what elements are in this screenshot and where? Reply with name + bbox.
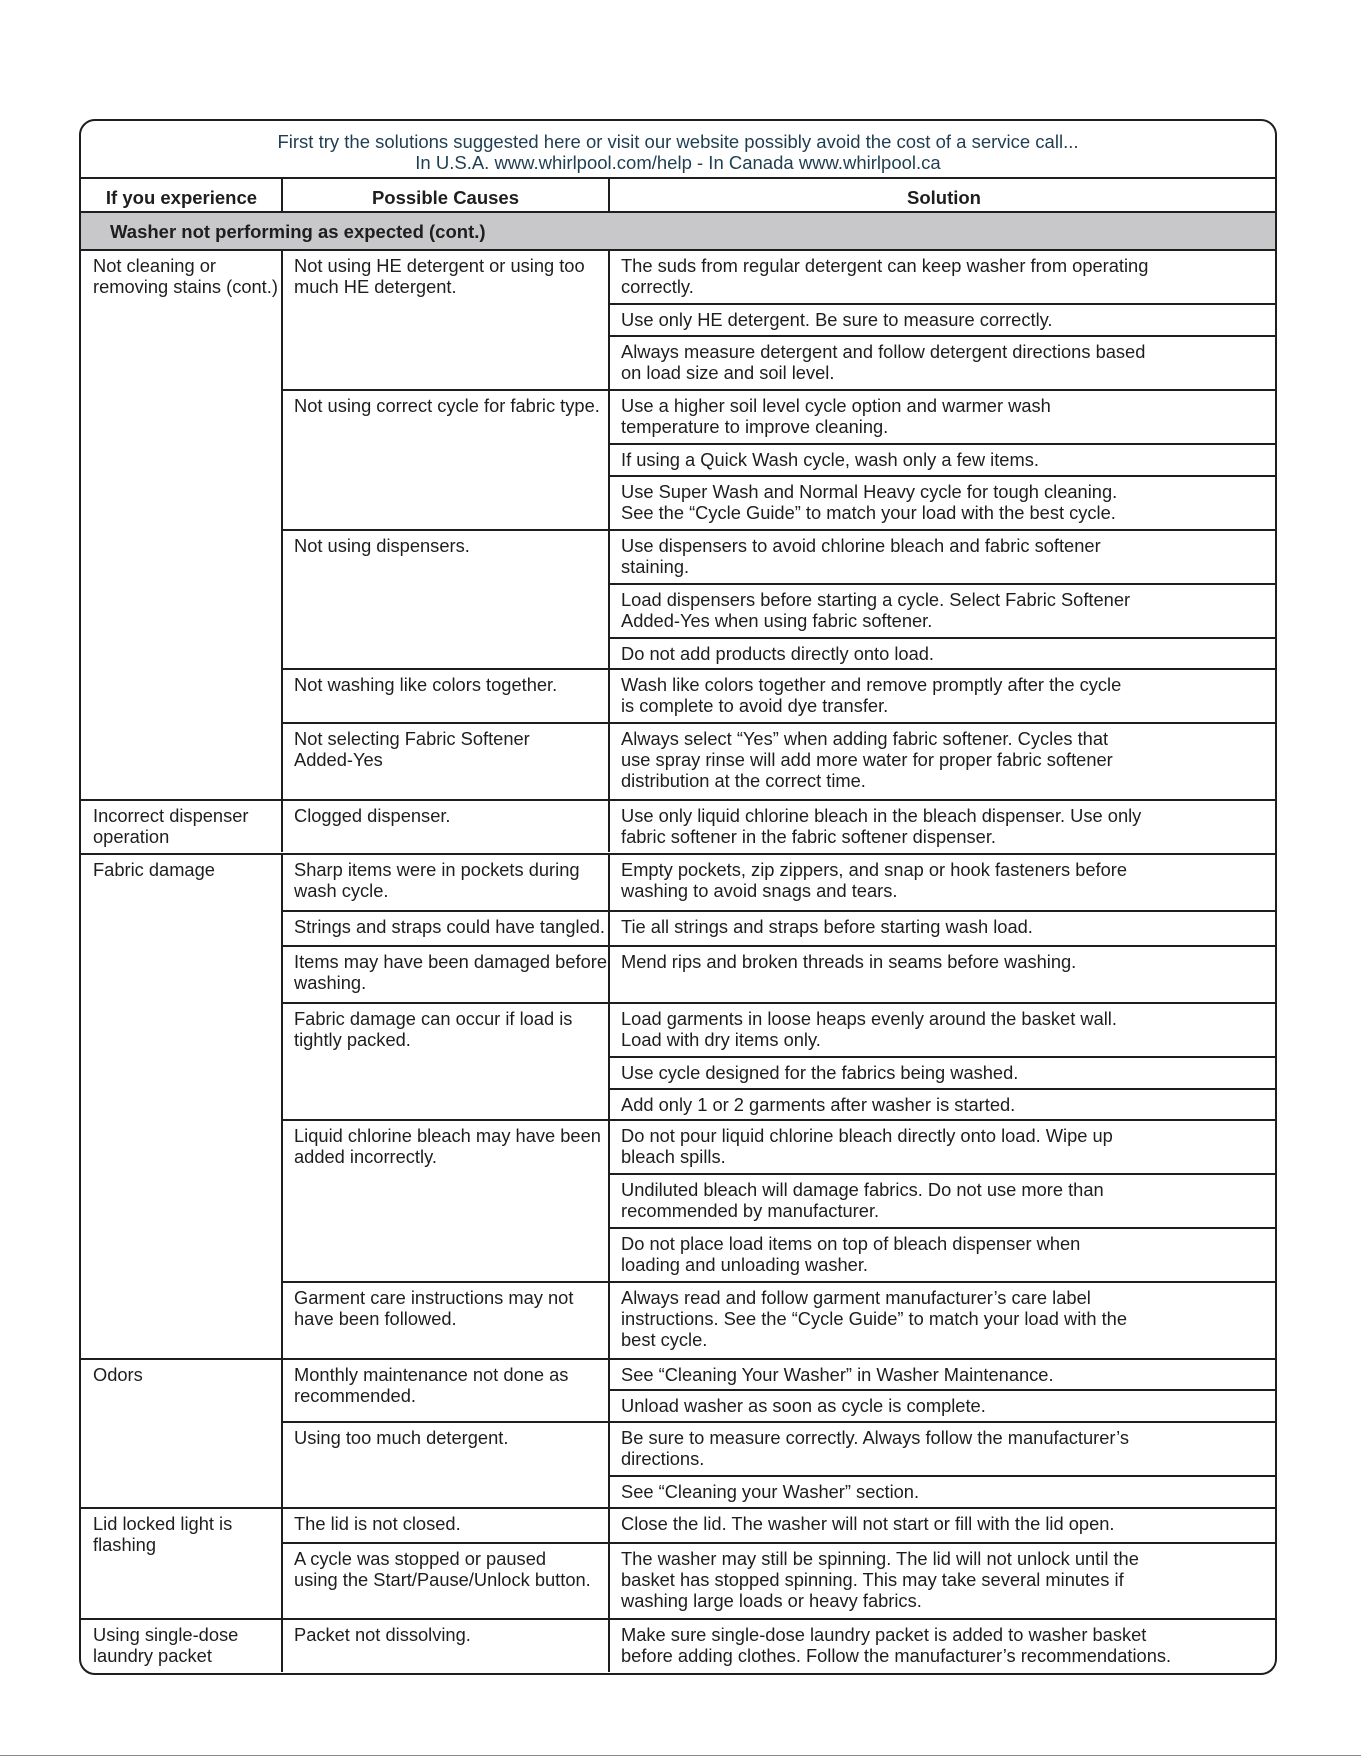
solution-cell-line: See “Cleaning Your Washer” in Washer Maintenance. [621,1363,1054,1385]
cause-cell-line: The lid is not closed. [294,1512,461,1534]
solution-cell-line: Always read and follow garment manufacturer’s care label [621,1287,1091,1309]
solution-cell-line: washing large loads or heavy fabrics. [621,1589,922,1611]
solution-cell-line: The washer may still be spinning. The lid will not unlock until the [621,1547,1139,1569]
solution-cell-line: If using a Quick Wash cycle, wash only a few items. [621,448,1039,470]
solution-cell [621,1475,1275,1502]
troubleshooting-table [79,119,1277,1675]
cause-cell-line: added incorrectly. [294,1146,437,1168]
solution-cell [621,1002,1275,1050]
solution-cell [621,1281,1275,1350]
cause-cell-line: Not using dispensers. [294,534,470,556]
solution-cell [621,529,1275,577]
solution-cell-line: Empty pockets, zip zippers, and snap or hook fasteners before [621,858,1128,880]
cause-cell [294,1281,605,1329]
solution-cell [621,1507,1275,1534]
cause-cell-line: A cycle was stopped or paused [294,1547,547,1569]
solution-cell-line: The suds from regular detergent can keep washer from operating [621,255,1149,276]
grid-vline [281,853,283,1358]
experience-cell [93,799,278,847]
cause-cell-line: using the Start/Pause/Unlock button. [294,1568,591,1590]
solution-cell-line: Always measure detergent and follow detergent directions based [621,340,1146,362]
solution-cell-line: temperature to improve cleaning. [621,415,889,437]
cause-cell-line: have been followed. [294,1308,457,1330]
solution-cell [621,910,1275,937]
solution-cell-line: recommended by manufacturer. [621,1200,880,1222]
cause-cell-line: Not using HE detergent or using too [294,255,585,276]
experience-cell [93,1358,278,1385]
grid-vline [281,179,283,211]
cause-cell-line: wash cycle. [294,879,389,901]
experience-cell-line: operation [93,825,170,847]
grid-vline [281,1618,283,1672]
solution-cell-line: use spray rinse will add more water for proper fabric softener [621,749,1113,771]
grid-vline [281,1507,283,1618]
solution-cell [621,1389,1275,1416]
solution-cell-line: bleach spills. [621,1146,726,1168]
cause-cell [294,799,605,826]
cause-cell-line: Monthly maintenance not done as [294,1363,569,1385]
intro-banner [81,121,1275,179]
experience-cell-line: Lid locked light is [93,1512,233,1534]
solution-cell [621,1173,1275,1221]
solution-cell [621,1056,1275,1083]
intro-line-2: In U.S.A. www.whirlpool.com/help - In Canada www.whirlpool.ca [415,152,941,173]
cause-cell [294,1421,605,1448]
section-band [81,213,1275,249]
experience-cell-line: Fabric damage [93,858,215,880]
header-possible-causes: Possible Causes [371,187,520,208]
cause-cell-line: much HE detergent. [294,276,457,297]
solution-cell-line: is complete to avoid dye transfer. [621,695,889,717]
cause-cell-line: Strings and straps could have tangled. [294,915,605,937]
solution-cell-line: Load dispensers before starting a cycle. Select Fabric Softener [621,588,1131,610]
solution-cell [621,1119,1275,1167]
cause-cell [294,1119,605,1167]
solution-cell-line: Unload washer as soon as cycle is complete. [621,1395,986,1417]
experience-cell-line: removing stains (cont.) [93,276,278,297]
cause-cell [294,1358,605,1406]
solution-cell [621,389,1275,437]
cause-cell-line: Items may have been damaged before [294,950,608,972]
cause-cell-line: Not using correct cycle for fabric type. [294,394,600,416]
solution-cell [621,945,1275,972]
solution-cell-line: Always select “Yes” when adding fabric softener. Cycles that [621,728,1109,750]
grid-vline [281,799,283,853]
cause-cell [294,722,605,770]
cause-cell [294,1507,605,1534]
solution-cell-line: on load size and soil level. [621,361,835,383]
solution-cell [621,1421,1275,1469]
solution-cell-line: Use cycle designed for the fabrics being washed. [621,1061,1019,1083]
solution-cell-line: washing to avoid snags and tears. [621,879,898,901]
solution-cell-line: Do not add products directly onto load. [621,642,935,664]
solution-cell [621,799,1275,847]
solution-cell-line: Load with dry items only. [621,1028,821,1050]
grid-vline [608,799,610,853]
grid-vline [608,1507,610,1618]
cause-cell [294,1542,605,1590]
cause-cell-line: Garment care instructions may not [294,1287,574,1309]
solution-cell [621,335,1275,383]
solution-cell [621,1227,1275,1275]
solution-cell [621,303,1275,330]
solution-cell-line: directions. [621,1448,705,1470]
solution-cell-line: Wash like colors together and remove promptly after the cycle [621,674,1122,696]
solution-cell-line: Use a higher soil level cycle option and warmer wash [621,394,1051,416]
solution-cell-line: Make sure single-dose laundry packet is added to washer basket [621,1624,1147,1645]
solution-cell [621,853,1275,901]
cause-cell-line: recommended. [294,1384,416,1406]
grid-vline [281,249,283,799]
cause-cell [294,1618,605,1645]
solution-cell-line: Use Super Wash and Normal Heavy cycle for tough cleaning. [621,480,1118,502]
header-solution: Solution [907,187,981,208]
solution-cell-line: Tie all strings and straps before starting wash load. [621,915,1033,937]
cause-cell-line: Packet not dissolving. [294,1624,471,1645]
cause-cell-line: washing. [294,971,367,993]
solution-cell-line: Do not pour liquid chlorine bleach directly onto load. Wipe up [621,1125,1113,1147]
cause-cell [294,910,605,937]
cause-cell-line: Fabric damage can occur if load is [294,1007,573,1029]
experience-cell [93,1507,278,1555]
intro-line-1: First try the solutions suggested here or visit our website possibly avoid the cost of a service call... [277,131,1079,152]
experience-cell-line: Incorrect dispenser [93,804,249,826]
cause-cell-line: Added-Yes [294,749,383,771]
grid-vline [608,249,610,799]
cause-cell-line: tightly packed. [294,1028,411,1050]
page-bottom-rule [0,1755,1361,1756]
solution-cell [621,1618,1275,1666]
solution-cell-line: See the “Cycle Guide” to match your load with the best cycle. [621,501,1116,523]
solution-cell-line: Mend rips and broken threads in seams before washing. [621,950,1077,972]
solution-cell [621,1542,1275,1611]
grid-vline [608,1618,610,1672]
solution-cell [621,443,1275,470]
solution-cell [621,249,1275,297]
experience-cell-line: Odors [93,1363,143,1385]
solution-cell [621,475,1275,523]
solution-cell [621,668,1275,716]
solution-cell-line: Use only HE detergent. Be sure to measure correctly. [621,308,1053,330]
cause-cell-line: Not selecting Fabric Softener [294,728,530,750]
cause-cell [294,249,605,297]
experience-cell [93,853,278,880]
grid-vline [281,1358,283,1507]
solution-cell-line: Close the lid. The washer will not start or fill with the lid open. [621,1512,1115,1534]
cause-cell [294,668,605,695]
solution-cell-line: staining. [621,555,690,577]
solution-cell-line: Load garments in loose heaps evenly around the basket wall. [621,1007,1117,1029]
solution-cell-line: See “Cleaning your Washer” section. [621,1481,920,1503]
solution-cell [621,1088,1275,1115]
cause-cell-line: Using too much detergent. [294,1427,509,1449]
solution-cell [621,722,1275,791]
solution-cell-line: distribution at the correct time. [621,770,866,792]
section-title: Washer not performing as expected (cont.) [110,221,486,242]
solution-cell-line: before adding clothes. Follow the manufacturer’s recommendations. [621,1645,1172,1666]
solution-cell-line: correctly. [621,276,694,297]
experience-cell-line: laundry packet [93,1645,212,1666]
experience-cell [93,249,278,297]
solution-cell-line: Undiluted bleach will damage fabrics. Do not use more than [621,1179,1104,1201]
solution-cell [621,1358,1275,1385]
solution-cell-line: basket has stopped spinning. This may take several minutes if [621,1568,1124,1590]
experience-cell-line: flashing [93,1533,157,1555]
header-if-you-experience: If you experience [105,187,258,208]
solution-cell-line: Add only 1 or 2 garments after washer is started. [621,1093,1016,1115]
cause-cell [294,389,605,416]
cause-cell-line: Sharp items were in pockets during [294,858,580,880]
solution-cell-line: Be sure to measure correctly. Always follow the manufacturer’s [621,1427,1130,1449]
cause-cell [294,853,605,901]
cause-cell [294,945,608,993]
cause-cell-line: Clogged dispenser. [294,804,451,826]
cause-cell-line: Not washing like colors together. [294,674,558,696]
solution-cell-line: Use only liquid chlorine bleach in the bleach dispenser. Use only [621,804,1142,826]
solution-cell-line: Added-Yes when using fabric softener. [621,609,933,631]
solution-cell-line: Do not place load items on top of bleach dispenser when [621,1233,1081,1255]
grid-vline [608,853,610,1358]
cause-cell-line: Liquid chlorine bleach may have been [294,1125,601,1147]
solution-cell-line: instructions. See the “Cycle Guide” to match your load with the [621,1308,1128,1330]
cause-cell [294,1002,605,1050]
solution-cell [621,583,1275,631]
grid-vline [608,1358,610,1507]
solution-cell [621,637,1275,664]
grid-vline [608,179,610,211]
experience-cell [93,1618,278,1666]
solution-cell-line: Use dispensers to avoid chlorine bleach and fabric softener [621,534,1101,556]
solution-cell-line: best cycle. [621,1329,708,1351]
experience-cell-line: Not cleaning or [93,255,216,276]
solution-cell-line: loading and unloading washer. [621,1254,868,1276]
cause-cell [294,529,605,556]
solution-cell-line: fabric softener in the fabric softener dispenser. [621,825,996,847]
experience-cell-line: Using single-dose [93,1624,239,1645]
